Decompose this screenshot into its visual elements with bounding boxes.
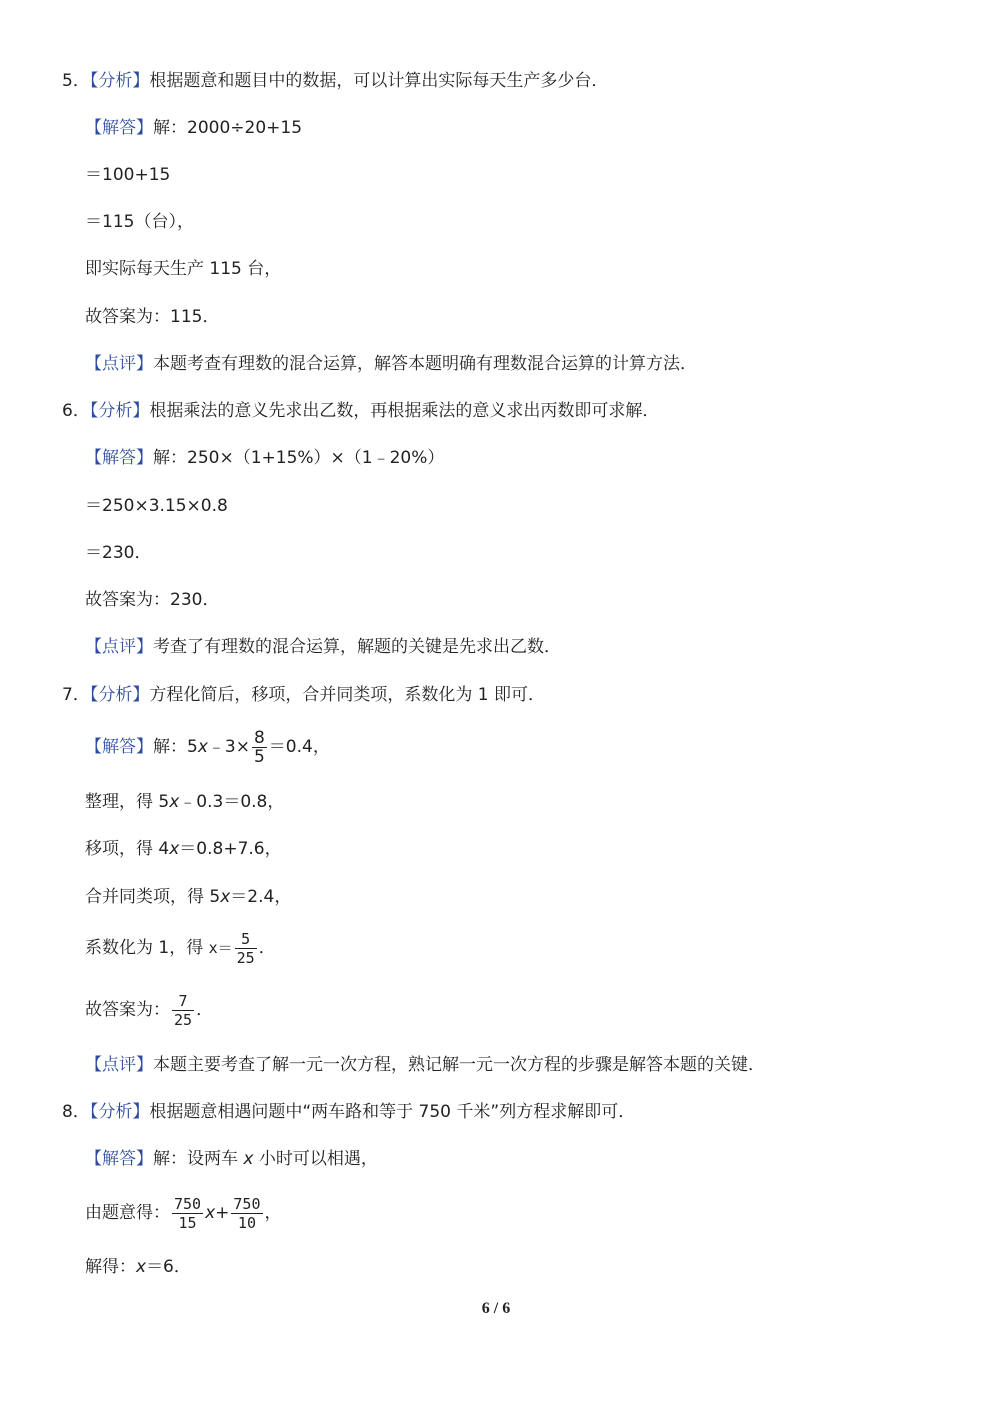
final-text: ．: [196, 1000, 214, 1020]
answer-text: 解：250×（1+15%）×（1﹣20%）: [153, 448, 445, 468]
fraction: [172, 992, 194, 1029]
analysis-tag: 【分析】: [89, 1102, 150, 1122]
q5-step: ＝100+15: [85, 165, 171, 185]
step-text: 移项，得 4: [85, 839, 170, 859]
equation-text: ，: [264, 1203, 282, 1223]
q5-step: 故答案为：115．: [85, 307, 220, 327]
question-number: 6．: [62, 401, 90, 421]
answer-text: 解：5: [153, 737, 198, 757]
q7-step: [85, 790, 284, 814]
q6-step: 故答案为：230．: [85, 590, 220, 610]
page-number: 6 / 6: [481, 1300, 511, 1317]
comment-tag: 【点评】: [85, 637, 153, 657]
final-text: 故答案为：: [85, 1000, 170, 1020]
step-text: ＝2.4，: [230, 887, 292, 907]
q7-step: [85, 885, 291, 909]
comment-tag: 【点评】: [85, 354, 153, 374]
fraction-denominator: 5: [253, 746, 265, 767]
answer-text: 小时可以相遇，: [253, 1149, 378, 1169]
comment-text: 本题考查有理数的混合运算，解答本题明确有理数混合运算的计算方法．: [153, 354, 697, 374]
step-text: ﹣0.3＝0.8，: [179, 792, 285, 812]
variable: x: [169, 839, 180, 859]
variable: x: [136, 1257, 147, 1277]
analysis-tag: 【分析】: [89, 401, 150, 421]
fraction-numerator: 7: [172, 992, 194, 1011]
q6-step: ＝230．: [85, 543, 152, 563]
step-text: 系数化为 1，得: [85, 938, 209, 958]
fraction: [172, 1195, 203, 1232]
answer-text: 解：2000÷20+15: [153, 118, 303, 138]
variable: x: [197, 737, 208, 757]
q7-step: [85, 928, 276, 968]
q7-step: [85, 837, 282, 861]
fraction: [231, 1195, 262, 1232]
q5-answer: [85, 116, 302, 140]
fraction-numerator: 750: [233, 1194, 261, 1213]
q7-answer: [85, 727, 330, 767]
q7-final: [85, 990, 213, 1030]
analysis-tag: 【分析】: [89, 685, 150, 705]
q5-step: 即实际每天生产 115 台，: [85, 259, 282, 279]
q5-comment: [85, 352, 697, 376]
answer-tag: 【解答】: [85, 1149, 153, 1169]
fraction-denominator: 15: [178, 1213, 197, 1232]
question-number: 8．: [62, 1102, 90, 1122]
analysis-tag: 【分析】: [89, 71, 150, 91]
step-text: ．: [258, 938, 276, 958]
step-text: 整理，得 5: [85, 792, 170, 812]
analysis-text: 根据乘法的意义先求出乙数，再根据乘法的意义求出丙数即可求解．: [149, 401, 660, 421]
variable: x: [220, 887, 231, 907]
solution-text: 解得：: [85, 1257, 136, 1277]
fraction-denominator: 10: [237, 1213, 256, 1232]
analysis-text: 根据题意相遇问题中“两车路和等于 750 千米”列方程求解即可．: [149, 1102, 636, 1122]
answer-tag: 【解答】: [85, 448, 153, 468]
q5-analysis: [62, 69, 608, 93]
q6-comment: [85, 635, 561, 659]
step-text: 合并同类项，得 5: [85, 887, 221, 907]
q8-answer: [85, 1147, 378, 1171]
q7-comment: [85, 1053, 765, 1077]
fraction-denominator: 25: [236, 948, 255, 967]
comment-tag: 【点评】: [85, 1055, 153, 1075]
answer-text: ﹣3×: [207, 737, 250, 757]
solution-text: ＝6．: [146, 1257, 191, 1277]
q8-equation: [85, 1193, 282, 1233]
fraction-denominator: 25: [174, 1010, 193, 1029]
comment-text: 考查了有理数的混合运算，解题的关键是先求出乙数．: [153, 637, 561, 657]
equation-text: 由题意得：: [85, 1203, 170, 1223]
q7-analysis: [62, 683, 545, 707]
fraction: [235, 930, 257, 967]
answer-tag: 【解答】: [85, 118, 153, 138]
answer-text: 解：设两车: [153, 1149, 244, 1169]
answer-tag: 【解答】: [85, 737, 153, 757]
q6-analysis: [62, 399, 659, 423]
variable: x: [243, 1149, 254, 1169]
q6-step: ＝250×3.15×0.8: [85, 496, 228, 516]
question-number: 5．: [62, 71, 90, 91]
fraction-numerator: 750: [174, 1194, 202, 1213]
comment-text: 本题主要考查了解一元一次方程，熟记解一元一次方程的步骤是解答本题的关键．: [153, 1055, 765, 1075]
fraction-numerator: 8: [253, 727, 265, 748]
variable: x: [169, 792, 180, 812]
variable: x: [205, 1203, 216, 1223]
step-text: ＝0.8+7.6，: [179, 839, 282, 859]
answer-text: ＝0.4，: [268, 737, 330, 757]
fraction: [252, 729, 267, 766]
variable: x＝: [208, 939, 233, 957]
q6-answer: [85, 446, 444, 470]
q8-solution: [85, 1255, 191, 1279]
question-number: 7．: [62, 685, 90, 705]
q8-analysis: [62, 1100, 635, 1124]
analysis-text: 根据题意和题目中的数据，可以计算出实际每天生产多少台．: [149, 71, 609, 91]
q5-step: ＝115（台），: [85, 212, 194, 232]
fraction-numerator: 5: [235, 930, 257, 949]
equation-text: +: [215, 1203, 230, 1223]
analysis-text: 方程化简后，移项，合并同类项，系数化为 1 即可．: [149, 685, 545, 705]
